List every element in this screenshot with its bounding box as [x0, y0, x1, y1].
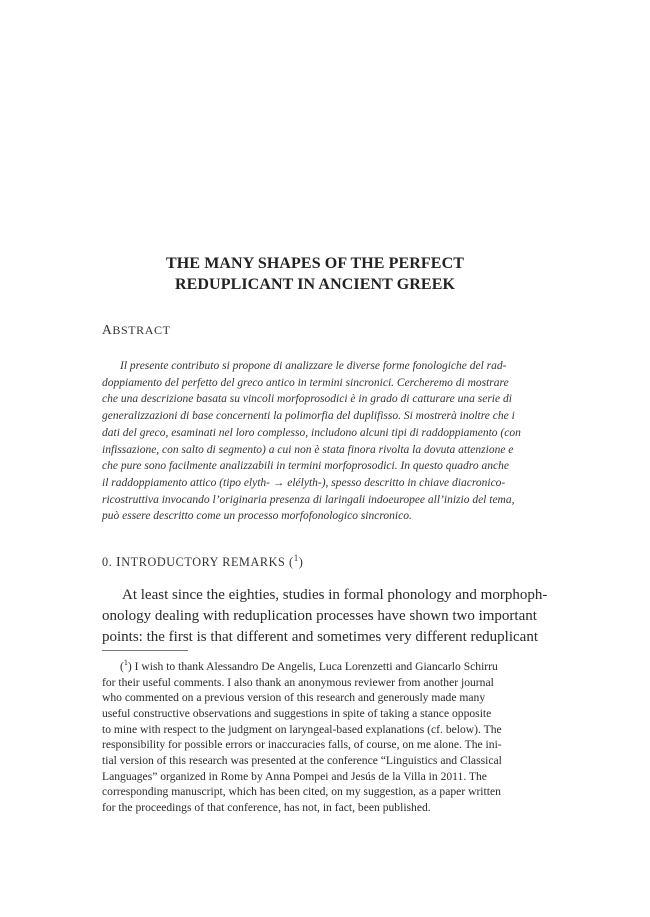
section-heading: 0. INTRODUCTORY REMARKS ($^1$) [102, 553, 304, 571]
footnote-line: useful constructive observations and suggestions in spite of taking a stance opposite [102, 706, 492, 720]
footnote-line: for the proceedings of that conference, has not, in fact, been published. [102, 801, 431, 815]
footnote [102, 655, 530, 816]
footnote-line: to mine with respect to the judgment on laryngeal-based explanations (cf. below). The [102, 722, 502, 736]
abstract-line: il raddoppiamento attico (tipo elyth- → elélyth-), spesso descritto in chiave diacronico- [102, 476, 506, 489]
section-heading-initial: I [116, 555, 122, 571]
abstract-line: ricostruttiva invocando l’originaria presenza di laringali indoeuropee all’inizio del tema, [102, 493, 515, 506]
footnote-line: Languages” organized in Rome by Anna Pompei and Jesús de la Villa in 2011. The [102, 769, 487, 783]
abstract-line: Il presente contributo si propone di analizzare le diverse forme fonologiche del rad- [120, 360, 507, 372]
footnote-reference[interactable]: 1 [293, 553, 299, 563]
abstract-heading-initial: A [102, 322, 113, 337]
footnote-line: corresponding manuscript, which has been cited, on my suggestion, as a paper written [102, 785, 501, 799]
footnote-line-1: ($^1$) I wish to thank Alessandro De Angelis, Luca Lorenzetti and Giancarlo Schirru [120, 658, 498, 673]
title-line-1: THE MANY SHAPES OF THE PERFECT [166, 255, 464, 272]
abstract-heading [102, 322, 171, 338]
footnote-line: who commented on a previous version of this research and generously made many [102, 691, 486, 705]
footnote-line: for their useful comments. I also thank an anonymous reviewer from another journal [102, 675, 494, 689]
abstract-line: può essere descritto come un processo morfofonologico sincronico. [102, 510, 412, 523]
section-number: 0. [102, 555, 116, 570]
intro-line: points: the first is that different and sometimes very different reduplicant [102, 628, 538, 645]
abstract-line: generalizzazioni di base concernenti la polimorfia del duplifisso. Si mostrerà inoltre che i [102, 410, 515, 423]
intro-paragraph [102, 585, 548, 647]
abstract-line: che pure sono facilmente analizzabili in termini morfoprosodici. In questo quadro anche [102, 460, 509, 473]
intro-line: At least since the eighties, studies in formal phonology and morphoph- [122, 587, 548, 603]
footnote-line-text: I wish to thank Alessandro De Angelis, Luca Lorenzetti and Giancarlo Schirru [131, 659, 498, 673]
abstract-line: doppiamento del perfetto del greco antico in termini sincronici. Cercheremo di mostrare [102, 376, 509, 389]
footnote-divider [102, 650, 188, 651]
abstract-line: dati del greco, esaminati nel loro complesso, includono alcuni tipi di raddoppiamento (con [102, 426, 521, 439]
footnote-line: responsibility for possible errors or inaccuracies falls, of course, on me alone. The ini- [102, 738, 502, 752]
abstract-line: infissazione, con salto di segmento) a cui non è stata finora rivolta la dovuta attenzione e [102, 443, 514, 456]
footnote-line: tial version of this research was presented at the conference “Linguistics and Classical [102, 754, 502, 768]
abstract-heading-rest: BSTRACT [112, 323, 171, 337]
abstract-line: che una descrizione basata su vincoli morfoprosodici è in grado di catturare una serie di [102, 393, 512, 406]
title-line-2: REDUPLICANT IN ANCIENT GREEK [174, 276, 456, 293]
footnote-marker: 1 [123, 658, 128, 667]
abstract-text [102, 358, 530, 525]
section-heading-rest: NTRODUCTORY REMARKS [121, 555, 286, 570]
intro-line: onology dealing with reduplication processes have shown two important [102, 607, 537, 624]
paper-title [100, 253, 530, 295]
